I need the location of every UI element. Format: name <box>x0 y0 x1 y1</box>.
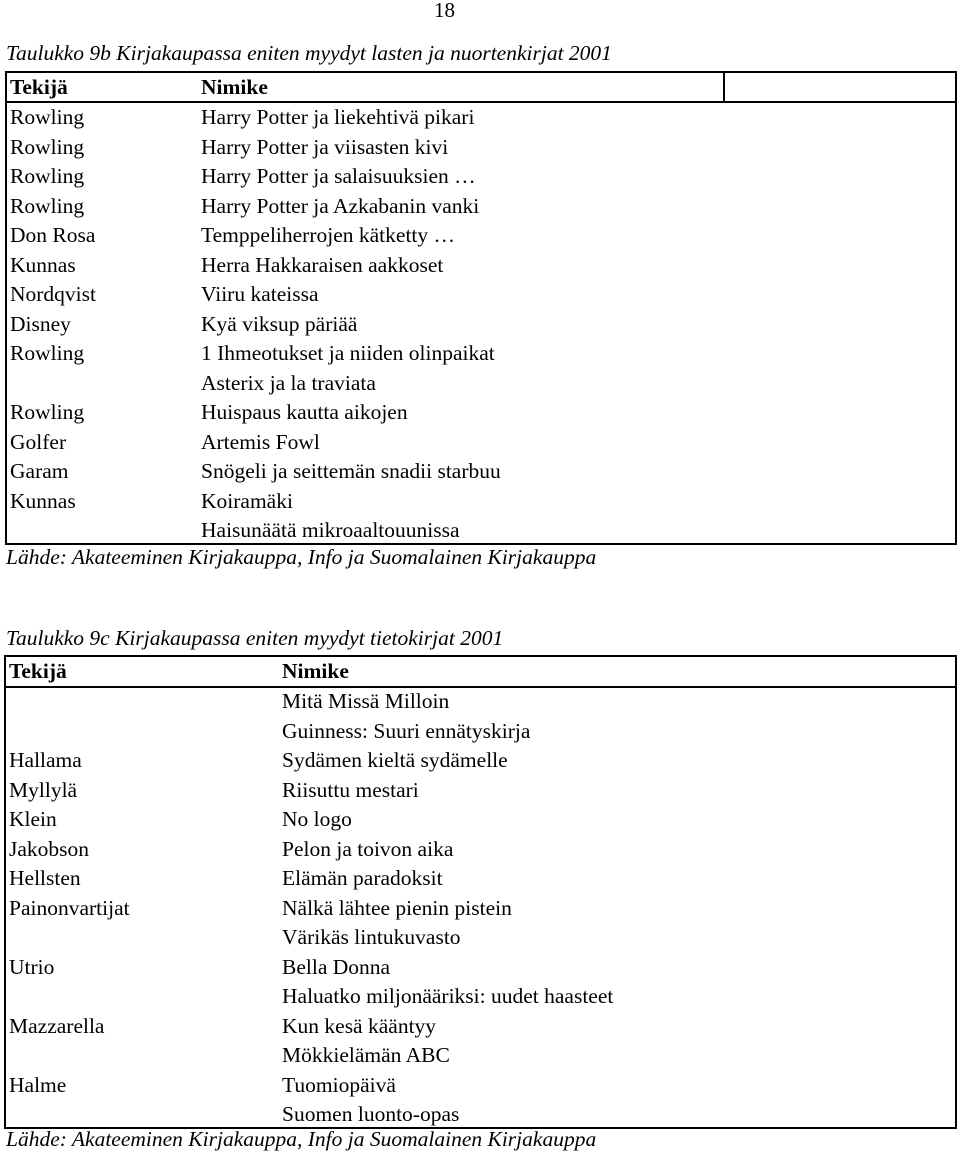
table-row <box>7 428 955 458</box>
table-row <box>7 310 955 340</box>
title-cell: Sydämen kieltä sydämelle <box>282 748 508 772</box>
table-row <box>6 1100 955 1129</box>
title-cell: Haisunäätä mikroaaltouunissa <box>201 518 460 542</box>
table-row <box>6 776 955 806</box>
author-cell: Halme <box>9 1072 67 1097</box>
author-cell: Rowling <box>10 134 85 159</box>
title-cell: Snögeli ja seittemän snadii starbuu <box>201 459 501 483</box>
title-cell: Huispaus kautta aikojen <box>201 400 408 424</box>
table-row <box>6 953 955 983</box>
author-cell: Disney <box>10 311 71 336</box>
title-cell: Haluatko miljonääriksi: uudet haasteet <box>282 984 614 1008</box>
title-cell: Guinness: Suuri ennätyskirja <box>282 718 531 743</box>
title-cell: Suomen luonto-opas <box>282 1102 460 1126</box>
title-cell: No logo <box>282 807 352 831</box>
table-row <box>7 192 955 222</box>
table-row <box>7 369 955 399</box>
title-cell: Nälkä lähtee pienin pistein <box>282 895 512 920</box>
title-cell: Kun kesä kääntyy <box>282 1013 437 1038</box>
author-cell: Klein <box>9 807 57 831</box>
table-row <box>7 398 955 428</box>
title-cell: Bella Donna <box>282 954 391 979</box>
title-cell: Pelon ja toivon aika <box>282 836 454 861</box>
table-row <box>6 835 955 865</box>
table-row <box>7 162 955 192</box>
table-9c-caption: Taulukko 9c Kirjakaupassa eniten myydyt tietokirjat 2001 <box>6 626 504 650</box>
title-cell: Herra Hakkaraisen aakkoset <box>201 252 444 277</box>
title-cell: Asterix ja la traviata <box>201 370 376 395</box>
page-number: 18 <box>434 0 455 22</box>
author-cell: Hellsten <box>9 866 81 890</box>
table-9c <box>4 655 957 1129</box>
title-cell: Temppeliherrojen kätketty … <box>201 223 456 247</box>
title-cell: Harry Potter ja salaisuuksien … <box>201 164 476 188</box>
table-9b-caption: Taulukko 9b Kirjakaupassa eniten myydyt lasten ja nuortenkirjat 2001 <box>6 41 612 65</box>
table-9b-header-row <box>7 73 955 103</box>
title-cell: Elämän paradoksit <box>282 866 443 890</box>
table-9c-header-author: Tekijä <box>9 659 67 683</box>
table-9c-source: Lähde: Akateeminen Kirjakauppa, Info ja Suomalainen Kirjakauppa <box>6 1127 597 1151</box>
title-cell: Artemis Fowl <box>201 429 320 454</box>
author-cell: Jakobson <box>9 836 90 861</box>
title-cell: Tuomiopäivä <box>282 1072 396 1097</box>
title-cell: Mitä Missä Milloin <box>282 689 450 713</box>
title-cell: Värikäs lintukuvasto <box>282 925 461 949</box>
title-cell: Harry Potter ja Azkabanin vanki <box>201 193 480 218</box>
author-cell: Rowling <box>10 164 85 188</box>
author-cell: Mazzarella <box>9 1013 105 1038</box>
author-cell: Golfer <box>10 429 67 454</box>
title-cell: Harry Potter ja viisasten kivi <box>201 134 449 159</box>
table-row <box>7 280 955 310</box>
table-row <box>6 923 955 953</box>
table-row <box>7 339 955 369</box>
table-row <box>6 1012 955 1042</box>
table-row <box>7 133 955 163</box>
table-9b-source: Lähde: Akateeminen Kirjakauppa, Info ja Suomalainen Kirjakauppa <box>6 545 597 569</box>
author-cell: Rowling <box>10 193 85 218</box>
table-9c-header-row <box>6 657 955 687</box>
author-cell: Nordqvist <box>10 282 96 306</box>
table-row <box>7 103 955 133</box>
table-row <box>7 251 955 281</box>
author-cell: Painonvartijat <box>9 895 130 920</box>
title-cell: Koiramäki <box>201 488 293 513</box>
title-cell: Riisuttu mestari <box>282 777 419 802</box>
author-cell: Utrio <box>9 954 55 979</box>
title-cell: Mökkielämän ABC <box>282 1043 450 1067</box>
table-row <box>6 1071 955 1101</box>
table-row <box>6 864 955 894</box>
table-row <box>6 982 955 1012</box>
author-cell: Don Rosa <box>10 223 96 247</box>
table-row <box>6 894 955 924</box>
author-cell: Hallama <box>9 748 82 772</box>
author-cell: Kunnas <box>10 252 76 277</box>
title-cell: Harry Potter ja liekehtivä pikari <box>201 105 475 129</box>
author-cell: Garam <box>10 459 69 483</box>
table-row <box>7 221 955 251</box>
title-cell: Viiru kateissa <box>201 282 319 306</box>
table-9b <box>5 71 957 545</box>
table-9b-header-title: Nimike <box>201 75 268 99</box>
title-cell: Kyä viksup päriää <box>201 311 358 336</box>
author-cell: Kunnas <box>10 488 76 513</box>
table-9b-header-author: Tekijä <box>10 75 68 99</box>
table-row <box>6 746 955 776</box>
table-9c-header-title: Nimike <box>282 659 349 683</box>
author-cell: Rowling <box>10 341 85 365</box>
table-row <box>6 1041 955 1071</box>
table-row <box>6 687 955 717</box>
author-cell: Myllylä <box>9 777 78 802</box>
table-row <box>7 516 955 545</box>
table-row <box>7 457 955 487</box>
author-cell: Rowling <box>10 105 85 129</box>
table-row <box>7 487 955 517</box>
author-cell: Rowling <box>10 400 85 424</box>
title-cell: 1 Ihmeotukset ja niiden olinpaikat <box>201 341 495 365</box>
table-row <box>6 805 955 835</box>
table-row <box>6 717 955 747</box>
